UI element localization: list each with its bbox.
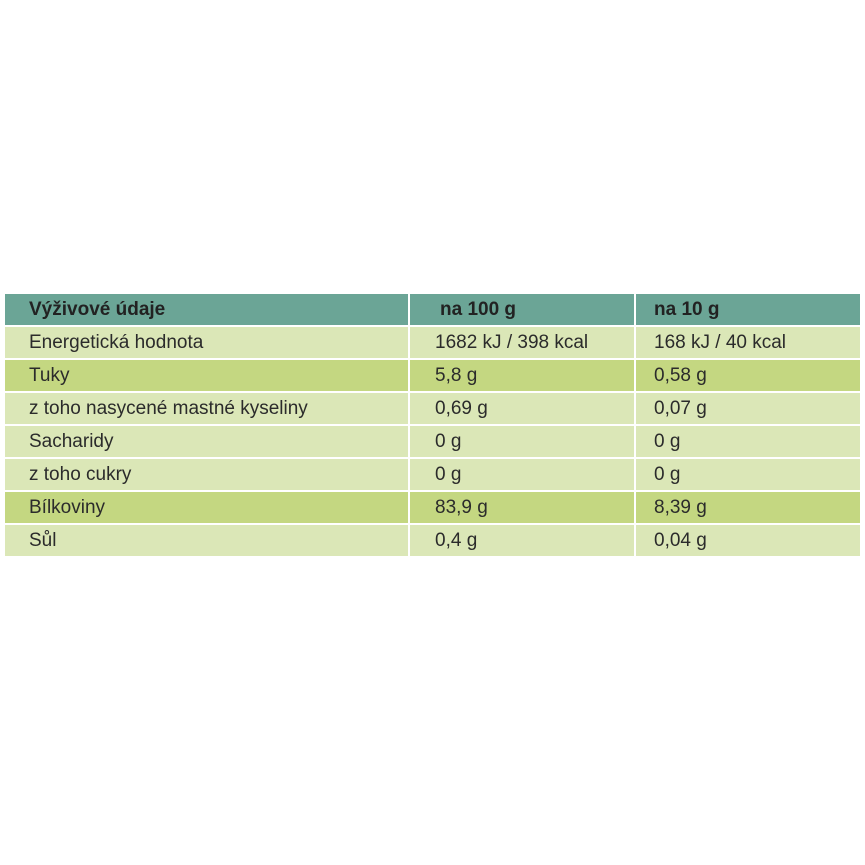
table-row — [5, 360, 860, 393]
row-value-per-10g: 0 g — [636, 426, 860, 459]
table-row — [5, 492, 860, 525]
row-value-per-100g: 0 g — [410, 459, 636, 492]
row-value-per-100g: 1682 kJ / 398 kcal — [410, 327, 636, 360]
table-row — [5, 327, 860, 360]
row-value-per-100g: 5,8 g — [410, 360, 636, 393]
row-value-per-100g: 83,9 g — [410, 492, 636, 525]
row-value-per-10g: 0,58 g — [636, 360, 860, 393]
row-value-per-10g: 168 kJ / 40 kcal — [636, 327, 860, 360]
table-row — [5, 426, 860, 459]
row-value-per-10g: 0,07 g — [636, 393, 860, 426]
nutrition-table — [5, 294, 860, 558]
row-label: z toho nasycené mastné kyseliny — [5, 393, 410, 426]
row-label: Energetická hodnota — [5, 327, 410, 360]
row-value-per-100g: 0,4 g — [410, 525, 636, 558]
row-label: Tuky — [5, 360, 410, 393]
table-row — [5, 459, 860, 492]
header-per-10g: na 10 g — [636, 294, 860, 327]
row-value-per-10g: 0,04 g — [636, 525, 860, 558]
row-value-per-10g: 8,39 g — [636, 492, 860, 525]
table-header-row — [5, 294, 860, 327]
table-row — [5, 525, 860, 558]
row-value-per-100g: 0,69 g — [410, 393, 636, 426]
header-per-100g: na 100 g — [410, 294, 636, 327]
row-value-per-100g: 0 g — [410, 426, 636, 459]
table-row — [5, 393, 860, 426]
row-label: z toho cukry — [5, 459, 410, 492]
row-label: Sacharidy — [5, 426, 410, 459]
row-value-per-10g: 0 g — [636, 459, 860, 492]
header-nutrition-info: Výživové údaje — [5, 294, 410, 327]
row-label: Sůl — [5, 525, 410, 558]
row-label: Bílkoviny — [5, 492, 410, 525]
